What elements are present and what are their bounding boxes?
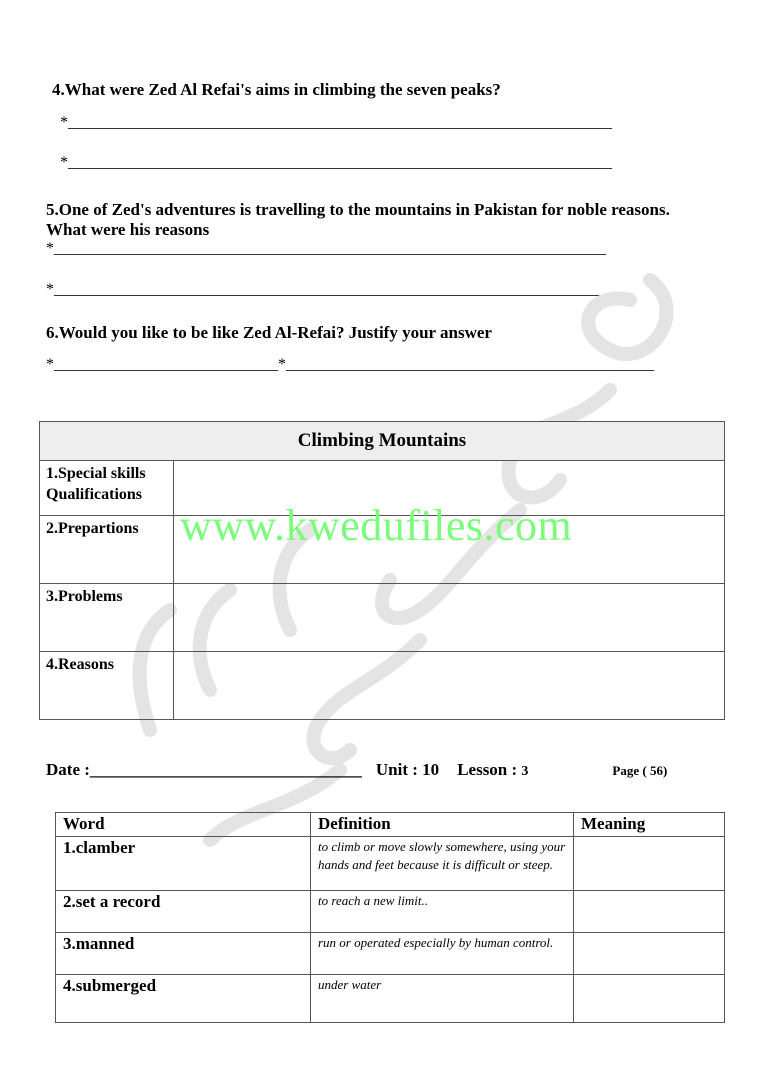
question-6: 6.Would you like to be like Zed Al-Refai? Justify your answer [46, 323, 492, 342]
question-5-line2: What were his reasons [46, 220, 210, 239]
table-header-row [56, 813, 725, 837]
question-4: 4.What were Zed Al Refai's aims in climbing the seven peaks? [52, 80, 501, 99]
question-5: 5.One of Zed's adventures is travelling to the mountains in Pakistan for noble reasons. [46, 200, 670, 219]
row-label-line: Qualifications [46, 486, 143, 503]
table-row [40, 652, 725, 720]
unit-label: Unit : 10 [375, 760, 440, 779]
answer-line-5-1[interactable]: *_____________________________________________________________________ [46, 240, 606, 257]
answer-line-5-2[interactable]: *_____________________________________________________________________ [46, 281, 606, 298]
website-watermark: www.kwedufiles.com [180, 501, 573, 550]
table-row [56, 891, 725, 933]
definition-cell: run or operated especially by human control. [311, 933, 574, 975]
word-cell: 3.manned [56, 933, 311, 975]
vocabulary-table [55, 812, 725, 1023]
page-number: Page ( 56) [612, 763, 668, 778]
header-meaning: Meaning [574, 813, 725, 837]
header-word: Word [56, 813, 311, 837]
answer-line-4-1[interactable]: *____________________________________________________________________ [60, 114, 612, 131]
definition-cell: under water [311, 975, 574, 1023]
lesson-label: Lesson : [457, 760, 518, 779]
word-cell: 1.clamber [56, 837, 311, 891]
climbing-table-title: Climbing Mountains [40, 422, 725, 461]
row-label-skills [40, 461, 174, 516]
meaning-cell[interactable] [574, 933, 725, 975]
lesson-number: 3 [521, 764, 529, 779]
row-label-preparations [40, 516, 174, 584]
word-cell: 2.set a record [56, 891, 311, 933]
meaning-cell[interactable] [574, 975, 725, 1023]
row-label-line: 1.Special skills [46, 465, 146, 482]
row-label-reasons [40, 652, 174, 720]
climbing-mountains-table [39, 421, 725, 720]
definition-cell: to reach a new limit.. [311, 891, 574, 933]
meaning-cell[interactable] [574, 891, 725, 933]
answer-cell-problems[interactable] [174, 584, 725, 652]
answer-cell-reasons[interactable] [174, 652, 725, 720]
table-row [40, 584, 725, 652]
meaning-cell[interactable] [574, 837, 725, 891]
row-label-line: 3.Problems [46, 588, 123, 605]
answer-line-6-1[interactable]: *____________________________*______________________________________________ [46, 356, 654, 373]
definition-cell: to climb or move slowly somewhere, using your hands and feet because it is difficult or steep. [311, 837, 574, 891]
answer-line-4-2[interactable]: *____________________________________________________________________ [60, 154, 612, 171]
header-definition: Definition [311, 813, 574, 837]
row-label-line: 2.Prepartions [46, 520, 139, 537]
date-field[interactable]: Date :________________________________ [46, 760, 362, 779]
word-cell: 4.submerged [56, 975, 311, 1023]
row-label-line: 4.Reasons [46, 656, 115, 673]
table-row [56, 933, 725, 975]
table-row [56, 837, 725, 891]
date-unit-line [46, 760, 667, 780]
table-row [56, 975, 725, 1023]
row-label-problems [40, 584, 174, 652]
